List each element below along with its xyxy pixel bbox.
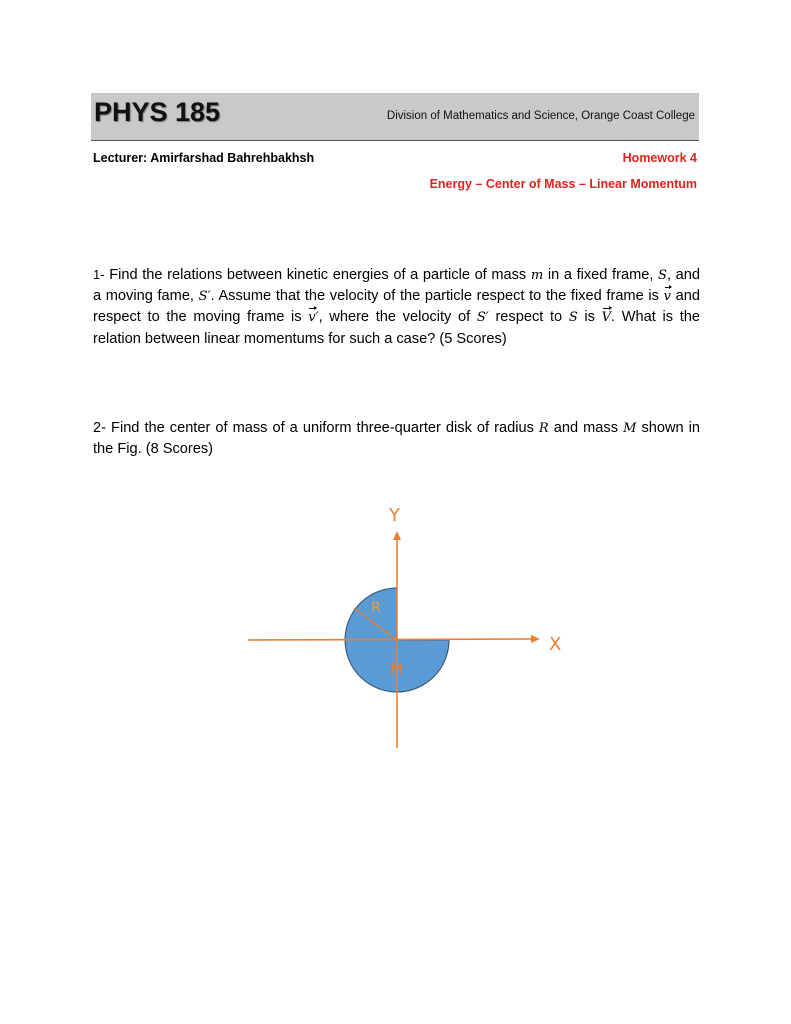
math-R: R [538, 421, 549, 436]
problem-text: and mass [553, 420, 619, 436]
math-S-prime: S′ [476, 310, 489, 326]
problem-text: in the Fig. (8 Scores) [93, 420, 701, 458]
problem-number: 1- [93, 267, 105, 282]
math-v-vector: v [664, 286, 671, 307]
mass-label: M [390, 660, 403, 678]
problem-text: is [584, 309, 595, 326]
problem-2 [93, 418, 700, 460]
problem-text: and respect to the moving frame is [93, 288, 700, 326]
header-bar [91, 93, 699, 141]
problem-text: respect to [495, 309, 563, 326]
problem-text: and a moving fame, [93, 267, 701, 305]
problem-1 [93, 264, 700, 350]
three-quarter-disk-figure [240, 500, 570, 760]
problem-text: . What [611, 309, 656, 326]
problem-text: Find the relations between kinetic energies of a particle of mass [109, 267, 527, 283]
problem-text: , where the velocity of [318, 309, 471, 326]
y-axis-label: Y [389, 505, 400, 526]
lecturer-label: Lecturer: Amirfarshad Bahrehbakhsh [93, 151, 315, 165]
problem-text: is the relation between linear momentums for such a case? (5 Scores) [93, 309, 701, 347]
homework-topic: Energy – Center of Mass – Linear Momentum [429, 177, 697, 191]
problem-number: 2- [93, 420, 106, 436]
x-axis [248, 639, 532, 640]
homework-label: Homework 4 [622, 151, 697, 165]
math-S: S [658, 268, 667, 283]
y-axis-arrow [393, 531, 401, 540]
math-M: M [623, 421, 637, 436]
math-V-vector: V [602, 307, 611, 328]
problem-text: is [648, 288, 659, 305]
x-axis-arrow [531, 635, 540, 643]
math-prime: ′ [315, 310, 319, 326]
division-label: Division of Mathematics and Science, Orange Coast College [386, 110, 695, 122]
math-S: S [568, 310, 578, 326]
x-axis-label: X [549, 634, 562, 655]
math-S-prime: S′ [198, 289, 211, 305]
problem-text: , [666, 267, 672, 283]
radius-label: R [371, 600, 381, 616]
problem-text: . Assume that the velocity of the particle respect to the fixed frame [210, 288, 644, 305]
course-title: PHYS 185 [94, 97, 221, 127]
problem-text: Find the center of mass of a uniform three-quarter disk of radius [111, 420, 534, 436]
problem-text: shown [641, 420, 684, 436]
problem-text: in a fixed frame, [547, 267, 654, 283]
math-v-prime-vector: v [308, 307, 315, 328]
math-m: m [530, 268, 544, 283]
